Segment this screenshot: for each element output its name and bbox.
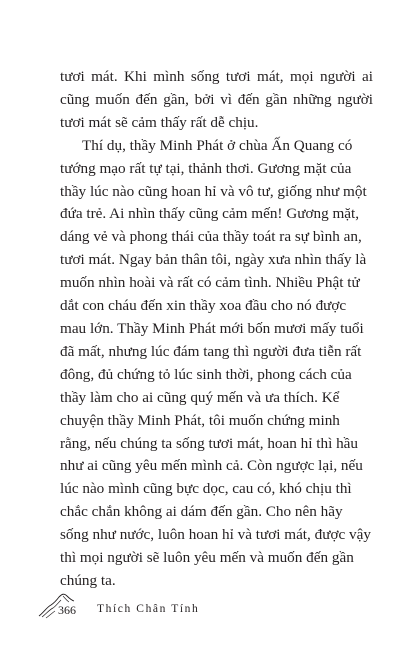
- paragraph-minh-phat: Thí dụ, thầy Minh Phát ở chùa Ấn Quang có tướng mạo rất tự tại, thảnh thơi. Gương mặt của thầy lúc nào cũng hoan hỉ và vô tư, giống như một đứa trẻ. Ai nhìn thấy cũng cảm mến! Gương mặt, dáng vẻ và phong thái của thầy toát ra sự bình an, tươi mát. Ngay bản thân tôi, ngày xưa nhìn thấy là muốn nhìn hoài và rất có cảm tình. Nhiều Phật tử dắt con cháu đến xin thầy xoa đầu cho nó được mau lớn. Thầy Minh Phát mới bốn mươi mấy tuổi đã mất, nhưng lúc đám tang thì người đưa tiễn rất đông, đủ chứng tỏ lúc sinh thời, phong cách của thầy làm cho ai cũng quý mến và ưa thích. Kể chuyện thầy Minh Phát, tôi muốn chứng minh rằng, nếu chúng ta sống tươi mát, hoan hỉ thì hầu như ai cũng yêu mến mình cả. Còn ngược lại, nếu lúc nào mình cũng bực dọc, cau có, khó chịu thì chắc chắn không ai dám đến gần. Cho nên hãy sống như nước, luôn hoan hỉ và tươi mát, được vậy thì mọi người sẽ luôn yêu mến và muốn đến gần chúng ta.: [60, 136, 371, 589]
- page-number: 366: [58, 603, 76, 617]
- author-name: Thích Chân Tính: [97, 603, 200, 615]
- body-text: [60, 66, 373, 593]
- paragraph-continuation: tươi mát. Khi mình sống tươi mát, mọi người ai cũng muốn đến gần, bởi vì đến gần những người tươi mát sẽ cảm thấy rất dễ chịu.: [60, 68, 373, 131]
- page-footer: [38, 588, 378, 628]
